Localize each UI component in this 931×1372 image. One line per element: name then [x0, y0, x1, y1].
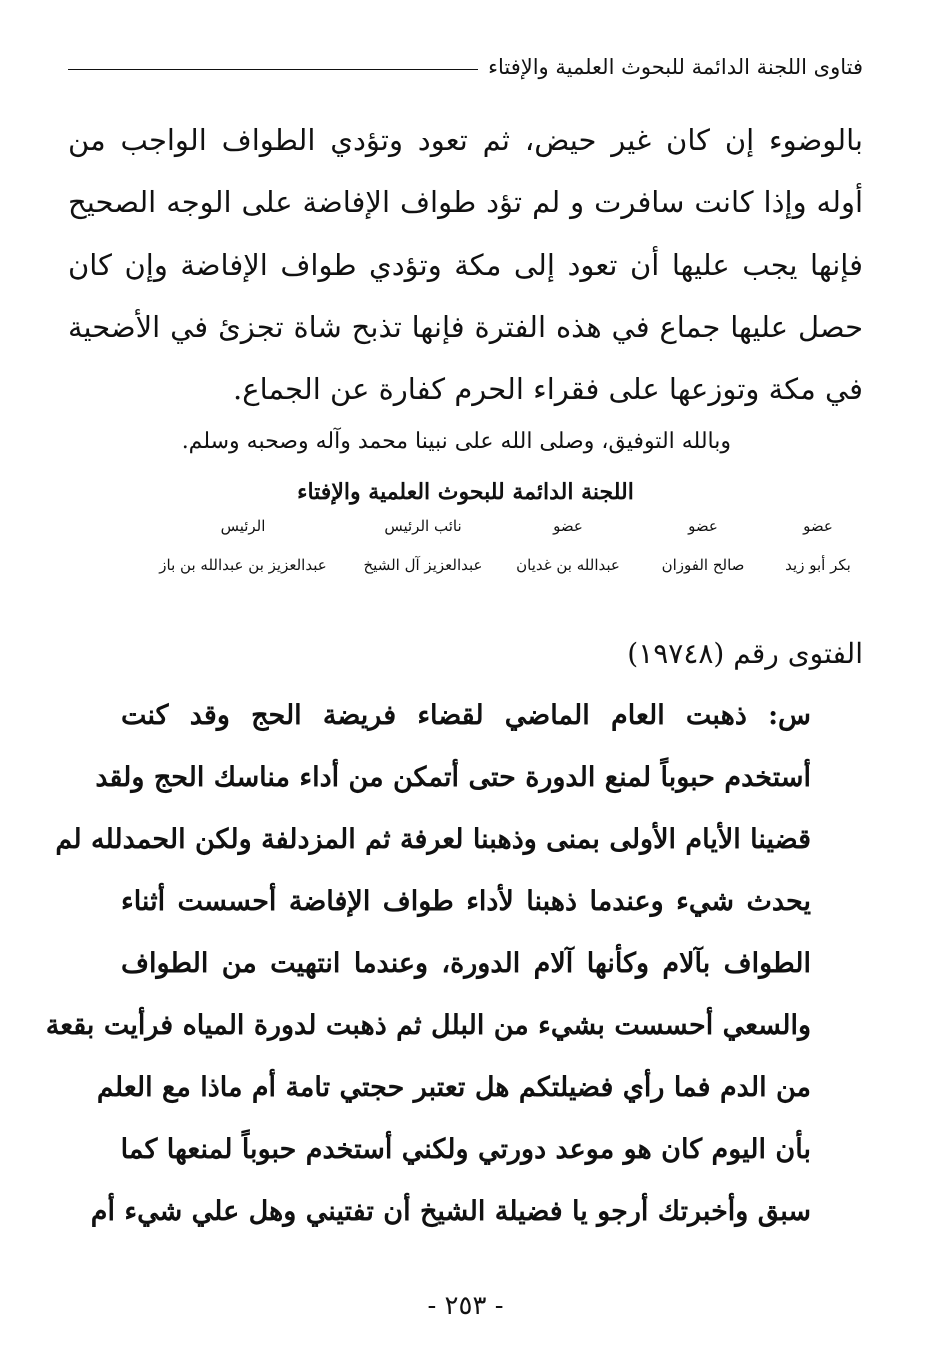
question-line: يحدث شيء وعندما ذهبنا لأداء طواف الإفاضة أحسست أثناء: [121, 886, 811, 917]
signatory: [143, 512, 343, 580]
question-line: أستخدم حبوباً لمنع الدورة حتى أتمكن من أداء مناسك الحج ولقد: [95, 762, 811, 793]
committee-name: اللجنة الدائمة للبحوث العلمية والإفتاء: [297, 479, 634, 505]
signatory-role: عضو: [803, 517, 833, 535]
question-line: قضينا الأيام الأولى بمنى وذهبنا لعرفة ثم المزدلفة ولكن الحمدلله لم: [55, 824, 811, 855]
signatory: [503, 512, 633, 580]
answer-line: فإنها يجب عليها أن تعود إلى مكة وتؤدي طواف الإفاضة وإن كان: [68, 248, 863, 282]
page-number: - ٢٥٣ -: [427, 1291, 504, 1321]
question-line: الطواف بآلام وكأنها آلام الدورة، وعندما انتهيت من الطواف: [121, 948, 811, 979]
fatwa-number: الفتوى رقم (١٩٧٤٨): [627, 637, 863, 670]
signatory-name: صالح الفوزان: [661, 556, 745, 574]
signatory: [773, 512, 863, 580]
signatory-name: بكر أبو زيد: [785, 556, 851, 574]
signatory-role: نائب الرئيس: [384, 517, 462, 535]
question-line: س: ذهبت العام الماضي لقضاء فريضة الحج وقد كنت: [121, 700, 811, 731]
answer-line: بالوضوء إن كان غير حيض، ثم تعود وتؤدي الطواف الواجب من: [68, 123, 863, 157]
signatory-name: عبدالعزيز آل الشيخ: [363, 556, 483, 574]
signatories: [68, 512, 863, 582]
header-rule: [68, 69, 478, 70]
signatory-role: عضو: [688, 517, 718, 535]
answer-line: حصل عليها جماع في هذه الفترة فإنها تذبح شاة تجزئ في الأضحية: [68, 310, 863, 344]
answer-line: أوله وإذا كانت سافرت و لم تؤد طواف الإفاضة على الوجه الصحيح: [68, 185, 863, 219]
question-line: بأن اليوم كان هو موعد دورتي ولكني أستخدم حبوباً لمنعها كما: [120, 1134, 811, 1165]
question-line: سبق وأخبرتك أرجو يا فضيلة الشيخ أن تفتيني وهل علي شيء أم: [90, 1196, 811, 1227]
question-line: من الدم فما رأي فضيلتكم هل تعتبر حجتي تامة أم ماذا مع العلم: [96, 1072, 811, 1103]
signatory: [648, 512, 758, 580]
running-header: [68, 52, 863, 82]
signatory: [348, 512, 498, 580]
running-title: فتاوى اللجنة الدائمة للبحوث العلمية والإفتاء: [488, 55, 863, 79]
signatory-role: الرئيس: [220, 517, 266, 535]
signatory-name: عبدالعزيز بن عبدالله بن باز: [159, 556, 327, 574]
signatory-name: عبدالله بن غديان: [516, 556, 620, 574]
closing-formula: وبالله التوفيق، وصلى الله على نبينا محمد وآله وصحبه وسلم.: [181, 429, 731, 454]
question-line: والسعي أحسست بشيء من البلل ثم ذهبت لدورة المياه فرأيت بقعة: [45, 1010, 811, 1041]
answer-line: في مكة وتوزعها على فقراء الحرم كفارة عن الجماع.: [233, 372, 863, 406]
signatory-role: عضو: [553, 517, 583, 535]
